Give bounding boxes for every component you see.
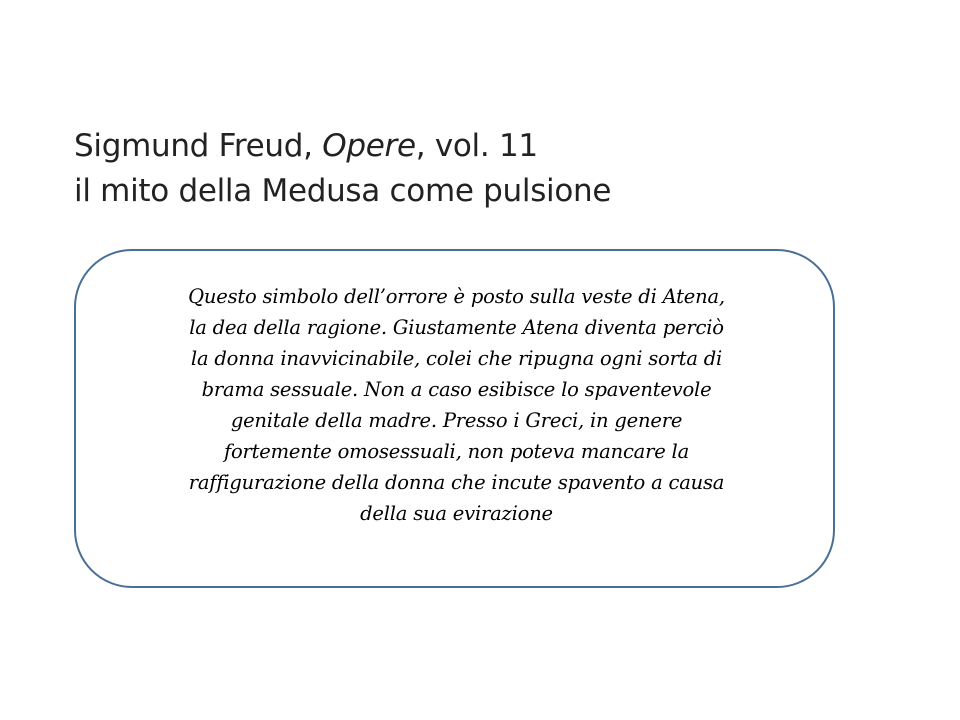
quote-text — [76, 281, 837, 529]
quote-line: raffigurazione della donna che incute spavento a causa — [188, 471, 725, 494]
quote-line: della sua evirazione — [360, 502, 553, 525]
title-subtitle: il mito della Medusa come pulsione — [74, 173, 612, 209]
title-author: Sigmund Freud, — [74, 128, 323, 164]
quote-line: Questo simbolo dell’orrore è posto sulla veste di Atena, — [188, 285, 725, 308]
quote-line: fortemente omosessuali, non poteva mancare la — [223, 440, 690, 463]
title-line-1 — [74, 124, 894, 169]
slide-title — [74, 124, 894, 214]
quote-line: la donna inavvicinabile, colei che ripugna ogni sorta di — [190, 347, 723, 370]
quote-line: genitale della madre. Presso i Greci, in genere — [230, 409, 683, 432]
quote-line: la dea della ragione. Giustamente Atena diventa perciò — [189, 316, 724, 339]
title-work: Opere — [322, 128, 416, 164]
quote-line: brama sessuale. Non a caso esibisce lo spaventevole — [201, 378, 712, 401]
title-volume: , vol. 11 — [415, 128, 538, 164]
quote-box — [74, 249, 835, 588]
